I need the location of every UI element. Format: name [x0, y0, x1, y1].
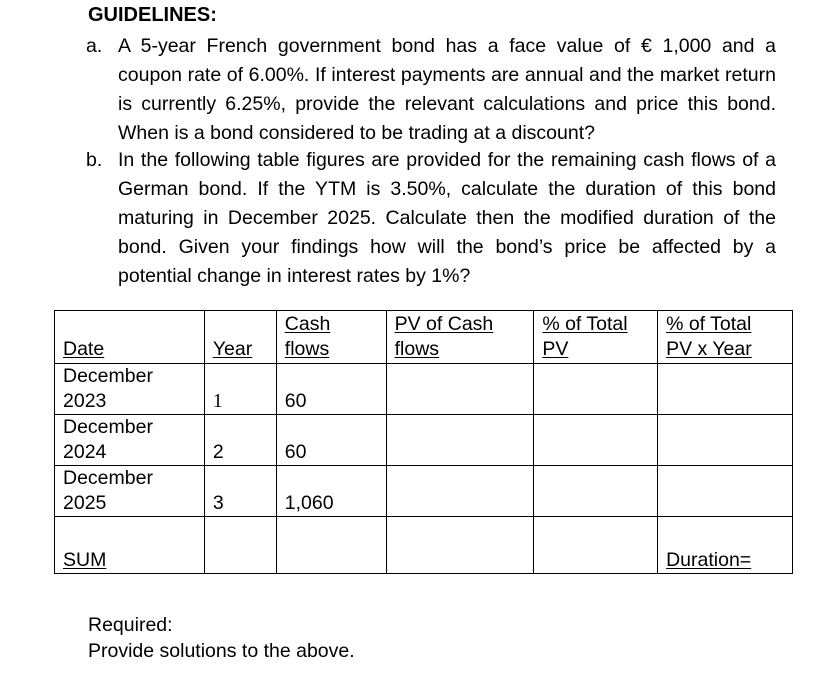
cell-pv [386, 415, 534, 466]
cell-date: December 2023 [55, 364, 205, 415]
required-title: Required: [88, 614, 173, 636]
sum-cash-flow [276, 517, 386, 574]
header-pct-total-pv: % of Total PV [534, 311, 658, 364]
cell-pct [534, 364, 658, 415]
question-b-text: In the following table figures are provided for the remaining cash flows of a German bond. If the YTM is 3.50%, calculate the duration of this bond maturing in December 2025. Calculate then the modified duration of the bond. Given your findings how will the bond’s price be affected by a potential change in interest rates by 1%? [118, 149, 776, 287]
sum-pv [386, 517, 534, 574]
table-sum-row [55, 517, 793, 574]
table-row [55, 466, 793, 517]
sum-label: SUM [55, 517, 205, 574]
cell-pct-year [658, 415, 793, 466]
cell-date: December 2024 [55, 415, 205, 466]
cell-pct-year [658, 466, 793, 517]
question-a-text: A 5-year French government bond has a face value of € 1,000 and a coupon rate of 6.00%. If interest payments are annual and the market return is currently 6.25%, provide the relevant calculations and price this bond. When is a bond considered to be trading at a discount? [118, 35, 776, 144]
duration-label: Duration= [658, 517, 793, 574]
cell-cash-flow: 60 [276, 364, 386, 415]
cash-flow-table [54, 310, 793, 574]
header-date: Date [55, 311, 205, 364]
cell-cash-flow: 60 [276, 415, 386, 466]
table-row [55, 364, 793, 415]
table-row [55, 415, 793, 466]
header-cash-flows: Cash flows [276, 311, 386, 364]
question-a-letter: a. [86, 35, 103, 57]
header-pv-cash-flows: PV of Cash flows [386, 311, 534, 364]
question-b-letter: b. [86, 149, 103, 171]
table-header-row [55, 311, 793, 364]
cell-year: 3 [204, 466, 276, 517]
cell-pct [534, 466, 658, 517]
sum-year [204, 517, 276, 574]
required-text: Provide solutions to the above. [88, 640, 355, 662]
required-section [88, 612, 355, 664]
question-b [86, 146, 776, 291]
cell-pv [386, 466, 534, 517]
question-a [86, 32, 776, 148]
header-pct-pv-year: % of Total PV x Year [658, 311, 793, 364]
header-year: Year [204, 311, 276, 364]
cell-year: 2 [204, 415, 276, 466]
cell-pct-year [658, 364, 793, 415]
cell-year: 1 [204, 364, 276, 415]
heading: GUIDELINES: [88, 4, 217, 26]
cell-cash-flow: 1,060 [276, 466, 386, 517]
cell-pct [534, 415, 658, 466]
sum-pct [534, 517, 658, 574]
cell-date: December 2025 [55, 466, 205, 517]
cell-pv [386, 364, 534, 415]
